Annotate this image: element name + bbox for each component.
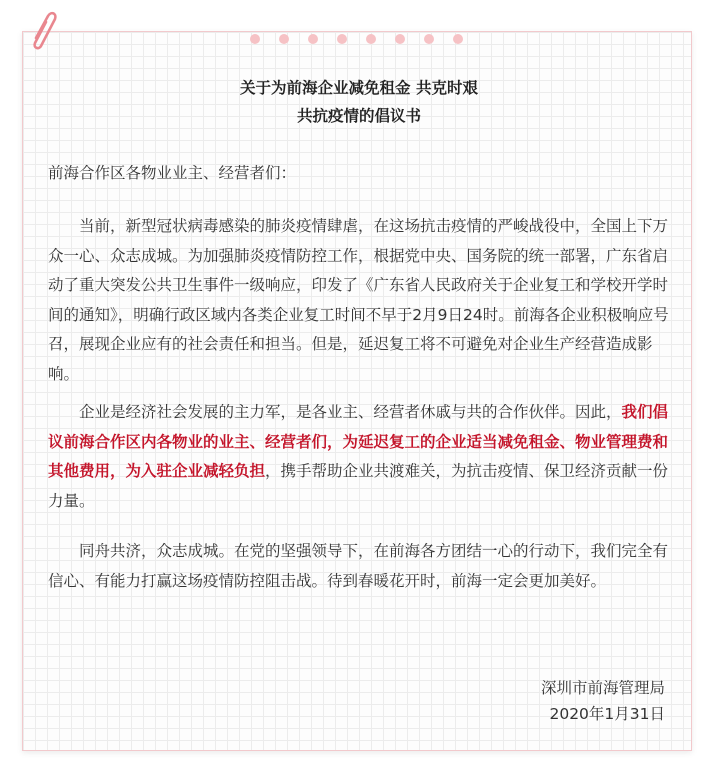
decorative-dot: [395, 34, 405, 44]
document-title-line2: 共抗疫情的倡议书: [296, 107, 421, 125]
paperclip-icon: [28, 8, 58, 56]
decorative-dot: [366, 34, 376, 44]
decorative-dot: [308, 34, 318, 44]
paragraph-1-text: 当前，新型冠状病毒感染的肺炎疫情肆虐，在这场抗击疫情的严峻战役中，全国上下万众一心、众志成城。为加强肺炎疫情防控工作，根据党中央、国务院的统一部署，广东省启动了重大突发公共卫生事件一级响应，印发了《广东省人民政府关于企业复工和学校开学时间的通知》，明确行政区域内各类企业复工时间不早于2月9日24时。前海各企业积极响应号召，展现企业应有的社会责任和担当。但是，延迟复工将不可避免对企业生产经营造成影响。: [48, 217, 669, 383]
decorative-dot: [279, 34, 289, 44]
letter-paper: [22, 31, 692, 751]
paragraph-1: [48, 212, 672, 389]
paragraph-3-text: 同舟共济，众志成城。在党的坚强领导下，在前海各方团结一心的行动下，我们完全有信心、有能力打赢这场疫情防控阻击战。待到春暖花开时，前海一定会更加美好。: [48, 542, 669, 590]
paragraph-2: [48, 398, 672, 516]
salutation: 前海合作区各物业业主、经营者们：: [48, 164, 297, 182]
highlighted-proposal: 我们倡议前海合作区内各物业的业主、经营者们，为延迟复工的企业适当减免租金、物业管理费和其他费用，为入驻企业减轻负担: [48, 403, 669, 480]
paragraph-2-text-after: ，携手帮助企业共渡难关，为抗击疫情、保卫经济贡献一份力量。: [48, 462, 669, 510]
signature-date: 2020年1月31日: [549, 705, 665, 723]
paragraph-3: [48, 537, 672, 596]
decorative-dots: [250, 34, 463, 44]
decorative-dot: [424, 34, 434, 44]
decorative-dot: [453, 34, 463, 44]
decorative-dot: [250, 34, 260, 44]
paragraph-2-text-before: 企业是经济社会发展的主力军，是各业主、经营者休戚与共的合作伙伴。因此，: [79, 403, 622, 421]
document-title-line1: 关于为前海企业减免租金 共克时艰: [240, 79, 478, 97]
decorative-dot: [337, 34, 347, 44]
signature-organization: 深圳市前海管理局: [540, 679, 665, 697]
